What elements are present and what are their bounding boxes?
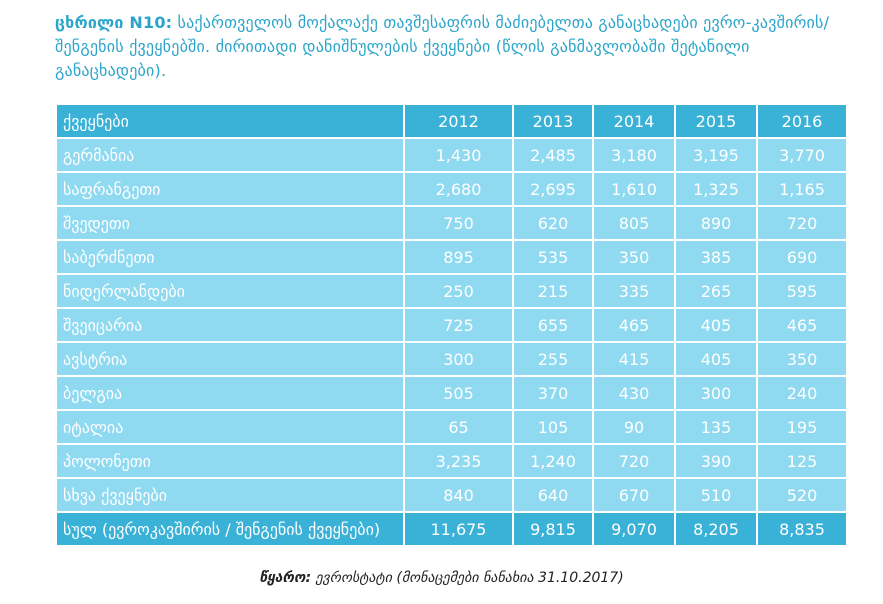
total-label-cell: სულ (ევროკავშირის / შენგენის ქვეყნები) — [56, 512, 404, 546]
source-note — [0, 570, 883, 586]
value-cell: 750 — [404, 206, 513, 240]
value-cell: 895 — [404, 240, 513, 274]
value-cell: 2,680 — [404, 172, 513, 206]
value-cell: 465 — [757, 308, 847, 342]
country-cell: გერმანია — [56, 138, 404, 172]
value-cell: 890 — [675, 206, 757, 240]
value-cell: 430 — [593, 376, 675, 410]
total-value-cell: 9,815 — [513, 512, 593, 546]
table-title — [55, 11, 855, 83]
country-cell: საფრანგეთი — [56, 172, 404, 206]
value-cell: 3,770 — [757, 138, 847, 172]
value-cell: 505 — [404, 376, 513, 410]
value-cell: 255 — [513, 342, 593, 376]
value-cell: 405 — [675, 342, 757, 376]
table-row — [56, 240, 847, 274]
table-row — [56, 172, 847, 206]
value-cell: 350 — [757, 342, 847, 376]
value-cell: 65 — [404, 410, 513, 444]
value-cell: 3,195 — [675, 138, 757, 172]
table-row — [56, 410, 847, 444]
value-cell: 805 — [593, 206, 675, 240]
total-value-cell: 8,205 — [675, 512, 757, 546]
value-cell: 725 — [404, 308, 513, 342]
total-value-cell: 8,835 — [757, 512, 847, 546]
value-cell: 350 — [593, 240, 675, 274]
value-cell: 1,610 — [593, 172, 675, 206]
table-row — [56, 138, 847, 172]
value-cell: 335 — [593, 274, 675, 308]
country-cell: ბელგია — [56, 376, 404, 410]
value-cell: 510 — [675, 478, 757, 512]
asylum-applications-table — [55, 103, 848, 547]
table-row — [56, 478, 847, 512]
header-country: ქვეყნები — [56, 104, 404, 138]
total-value-cell: 9,070 — [593, 512, 675, 546]
value-cell: 125 — [757, 444, 847, 478]
table-row — [56, 274, 847, 308]
table-row — [56, 376, 847, 410]
country-cell: სხვა ქვეყნები — [56, 478, 404, 512]
value-cell: 265 — [675, 274, 757, 308]
table-row — [56, 308, 847, 342]
country-cell: ნიდერლანდები — [56, 274, 404, 308]
value-cell: 620 — [513, 206, 593, 240]
value-cell: 690 — [757, 240, 847, 274]
table-header-row — [56, 104, 847, 138]
total-row — [56, 512, 847, 546]
country-cell: პოლონეთი — [56, 444, 404, 478]
value-cell: 240 — [757, 376, 847, 410]
value-cell: 370 — [513, 376, 593, 410]
value-cell: 300 — [404, 342, 513, 376]
header-year-2014: 2014 — [593, 104, 675, 138]
source-label: წყარო: — [259, 570, 312, 586]
value-cell: 720 — [593, 444, 675, 478]
country-cell: შვეიცარია — [56, 308, 404, 342]
value-cell: 300 — [675, 376, 757, 410]
header-year-2015: 2015 — [675, 104, 757, 138]
value-cell: 1,165 — [757, 172, 847, 206]
header-year-2012: 2012 — [404, 104, 513, 138]
total-value-cell: 11,675 — [404, 512, 513, 546]
value-cell: 135 — [675, 410, 757, 444]
value-cell: 405 — [675, 308, 757, 342]
value-cell: 195 — [757, 410, 847, 444]
value-cell: 215 — [513, 274, 593, 308]
value-cell: 90 — [593, 410, 675, 444]
value-cell: 670 — [593, 478, 675, 512]
value-cell: 2,695 — [513, 172, 593, 206]
value-cell: 1,325 — [675, 172, 757, 206]
value-cell: 3,235 — [404, 444, 513, 478]
table-title-label: ცხრილი N10: — [55, 13, 173, 32]
value-cell: 3,180 — [593, 138, 675, 172]
value-cell: 720 — [757, 206, 847, 240]
country-cell: საბერძნეთი — [56, 240, 404, 274]
value-cell: 520 — [757, 478, 847, 512]
value-cell: 105 — [513, 410, 593, 444]
value-cell: 1,430 — [404, 138, 513, 172]
table-row — [56, 206, 847, 240]
source-text: ევროსტატი (მონაცემები ნანახია 31.10.2017) — [311, 570, 624, 586]
value-cell: 840 — [404, 478, 513, 512]
table-row — [56, 342, 847, 376]
value-cell: 250 — [404, 274, 513, 308]
country-cell: ავსტრია — [56, 342, 404, 376]
header-year-2016: 2016 — [757, 104, 847, 138]
country-cell: შვედეთი — [56, 206, 404, 240]
value-cell: 655 — [513, 308, 593, 342]
table-row — [56, 444, 847, 478]
value-cell: 640 — [513, 478, 593, 512]
value-cell: 415 — [593, 342, 675, 376]
value-cell: 595 — [757, 274, 847, 308]
value-cell: 465 — [593, 308, 675, 342]
header-year-2013: 2013 — [513, 104, 593, 138]
value-cell: 1,240 — [513, 444, 593, 478]
table-title-text: საქართველოს მოქალაქე თავშესაფრის მაძიებელთა განაცხადები ევრო-კავშირის/შენგენის ქვეყნებში. ძირითადი დანიშნულების ქვეყნები (წლის განმავლობაში შეტანილი განაცხადები). — [55, 13, 830, 80]
country-cell: იტალია — [56, 410, 404, 444]
value-cell: 385 — [675, 240, 757, 274]
value-cell: 390 — [675, 444, 757, 478]
value-cell: 2,485 — [513, 138, 593, 172]
value-cell: 535 — [513, 240, 593, 274]
